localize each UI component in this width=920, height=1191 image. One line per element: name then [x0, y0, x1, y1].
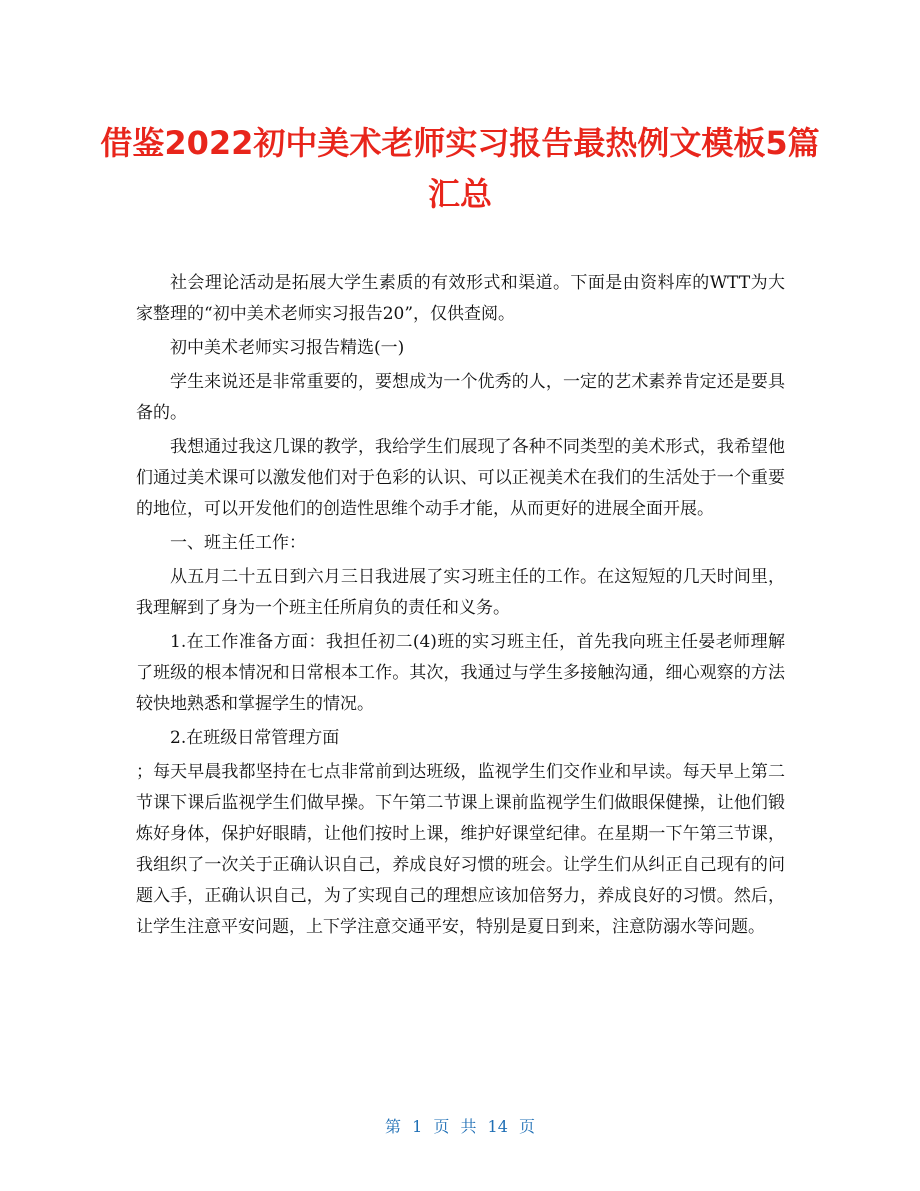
paragraph-class-teacher-heading: 一、班主任工作： — [170, 533, 306, 553]
paragraph-daily-management-heading: 2.在班级日常管理方面 — [170, 728, 340, 748]
paragraph-art-literacy: 学生来说还是非常重要的，要想成为一个优秀的人，一定的艺术素养肯定还是要具备的。 — [136, 372, 785, 423]
paragraph-section-heading: 初中美术老师实习报告精选(一) — [170, 338, 405, 358]
page-number-footer: 第 1 页 共 14 页 — [385, 1117, 535, 1136]
paragraph-intro: 社会理论活动是拓展大学生素质的有效形式和渠道。下面是由资料库的WTT为大家整理的“初中美术老师实习报告20”，仅供查阅。 — [136, 273, 785, 324]
document-body — [136, 268, 785, 943]
paragraph-teaching-goals: 我想通过我这几课的教学，我给学生们展现了各种不同类型的美术形式，我希望他们通过美术课可以激发他们对于色彩的认识、可以正视美术在我们的生活处于一个重要的地位，可以开发他们的创造性思维个动手才能，从而更好的进展全面开展。 — [136, 437, 785, 519]
document-title: 借鉴2022初中美术老师实习报告最热例文模板5篇汇总 — [100, 124, 820, 213]
paragraph-class-teacher-period: 从五月二十五日到六月三日我进展了实习班主任的工作。在这短短的几天时间里，我理解到了身为一个班主任所肩负的责任和义务。 — [136, 567, 785, 618]
paragraph-daily-management: ；每天早晨我都坚持在七点非常前到达班级，监视学生们交作业和早读。每天早上第二节课下课后监视学生们做早操。下午第二节课上课前监视学生们做眼保健操，让他们锻炼好身体，保护好眼睛，让他们按时上课，维护好课堂纪律。在星期一下午第三节课，我组织了一次关于正确认识自己，养成良好习惯的班会。让学生们从纠正自己现有的问题入手，正确认识自己，为了实现自己的理想应该加倍努力，养成良好的习惯。然后，让学生注意平安问题，上下学注意交通平安，特别是夏日到来，注意防溺水等问题。 — [136, 762, 785, 937]
paragraph-preparation: 1.在工作准备方面：我担任初二(4)班的实习班主任，首先我向班主任晏老师理解了班级的根本情况和日常根本工作。其次，我通过与学生多接触沟通，细心观察的方法较快地熟悉和掌握学生的情况。 — [136, 632, 785, 714]
